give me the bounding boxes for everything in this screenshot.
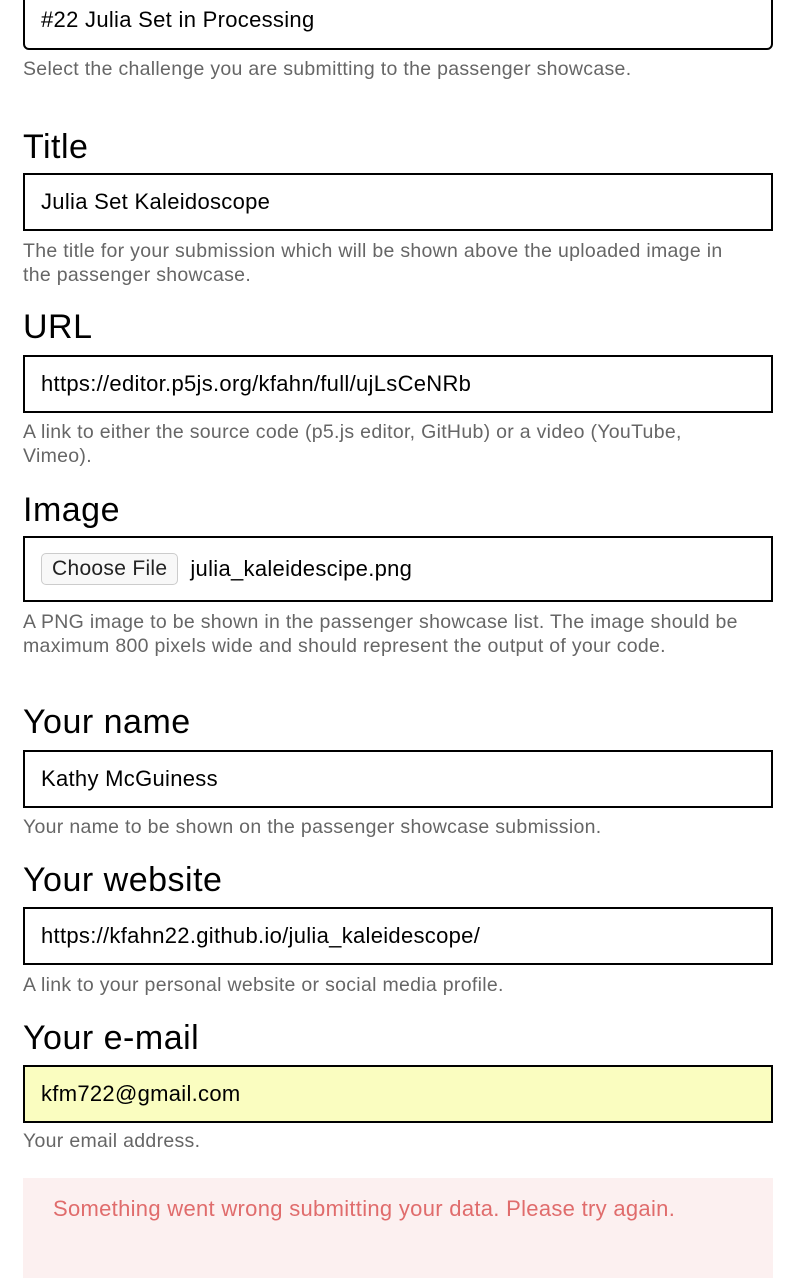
selected-filename: julia_kaleidescipe.png	[190, 556, 413, 581]
name-help: Your name to be shown on the passenger showcase submission.	[23, 816, 602, 838]
title-help: The title for your submission which will be shown above the uploaded image in the passenger showcase.	[23, 240, 723, 286]
email-input[interactable]	[23, 1065, 773, 1123]
website-help: A link to your personal website or social media profile.	[23, 974, 504, 996]
challenge-select-value: #22 Julia Set in Processing	[41, 7, 315, 32]
email-label: Your e-mail	[23, 1019, 200, 1057]
image-file-input[interactable]	[23, 536, 773, 602]
error-message: Something went wrong submitting your data. Please try again.	[53, 1196, 676, 1221]
name-input-value: Kathy McGuiness	[41, 766, 218, 791]
url-input[interactable]	[23, 355, 773, 413]
title-input[interactable]	[23, 173, 773, 231]
email-input-value: kfm722@gmail.com	[41, 1081, 241, 1106]
challenge-select[interactable]	[23, 0, 773, 50]
url-help: A link to either the source code (p5.js editor, GitHub) or a video (YouTube, Vimeo).	[23, 421, 682, 467]
title-input-value: Julia Set Kaleidoscope	[41, 189, 271, 214]
choose-file-button[interactable]: Choose File	[41, 553, 178, 585]
title-label: Title	[23, 128, 89, 166]
name-label: Your name	[23, 703, 191, 741]
image-label: Image	[23, 491, 120, 529]
email-help: Your email address.	[23, 1130, 201, 1152]
error-alert	[23, 1178, 773, 1278]
website-input-value: https://kfahn22.github.io/julia_kaleidescope/	[41, 923, 481, 948]
url-input-value: https://editor.p5js.org/kfahn/full/ujLsCeNRb	[41, 371, 472, 396]
url-label: URL	[23, 308, 93, 346]
challenge-help: Select the challenge you are submitting to the passenger showcase.	[23, 58, 632, 80]
website-input[interactable]	[23, 907, 773, 965]
image-help: A PNG image to be shown in the passenger showcase list. The image should be maximum 800 pixels wide and should represent the output of your code.	[23, 611, 738, 657]
name-input[interactable]	[23, 750, 773, 808]
website-label: Your website	[23, 861, 223, 899]
